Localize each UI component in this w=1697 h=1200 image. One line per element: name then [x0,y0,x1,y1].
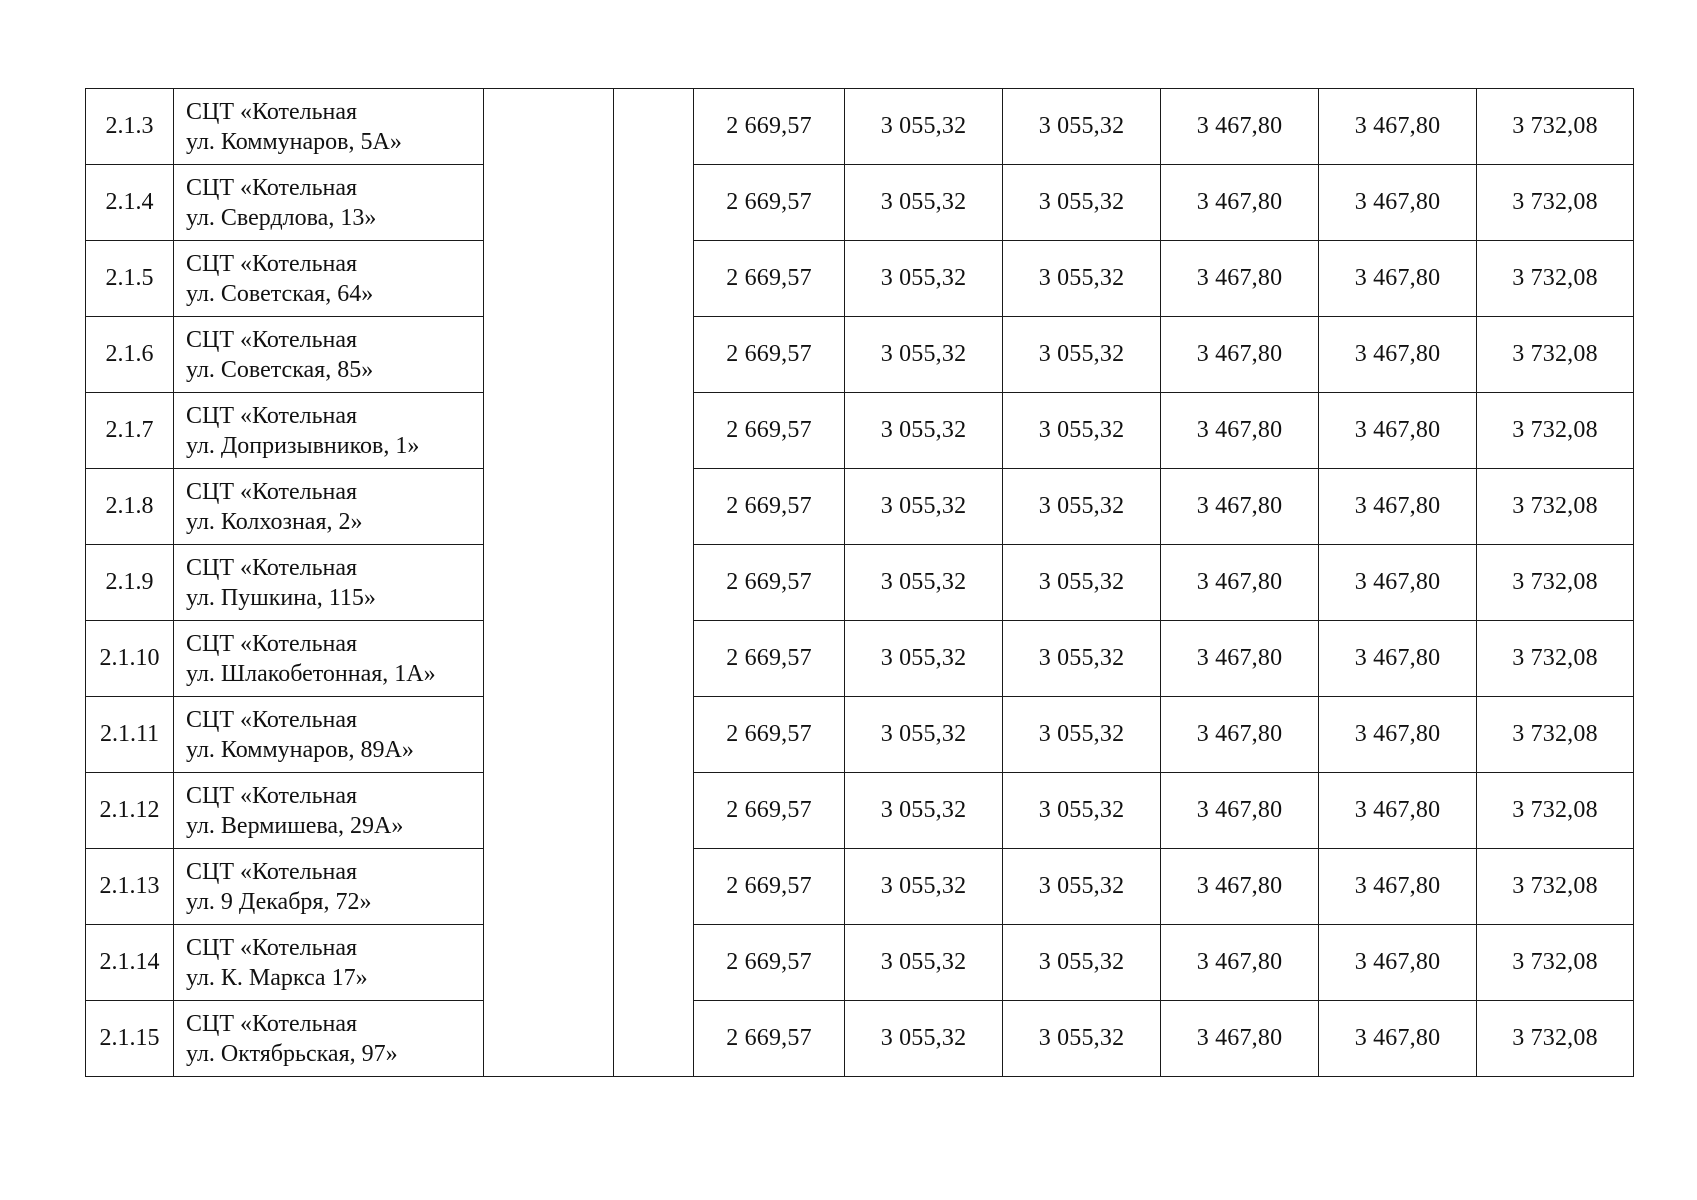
tariff-value: 3 467,80 [1319,545,1477,621]
tariff-value: 2 669,57 [694,697,845,773]
table-row [86,393,1634,469]
row-number: 2.1.3 [86,89,174,165]
tariff-value: 3 055,32 [1003,241,1161,317]
tariff-value: 3 055,32 [845,1001,1003,1077]
facility-name-line2: ул. К. Маркса 17» [186,964,368,991]
row-number: 2.1.6 [86,317,174,393]
facility-name-line2: ул. Коммунаров, 89А» [186,736,414,763]
row-number: 2.1.14 [86,925,174,1001]
empty-cell [484,393,614,469]
facility-name-line2: ул. Коммунаров, 5А» [186,128,402,155]
tariff-value: 2 669,57 [694,849,845,925]
tariff-value: 3 467,80 [1161,849,1319,925]
empty-cell [614,621,694,697]
tariff-value: 3 055,32 [845,165,1003,241]
table-row [86,925,1634,1001]
facility-name-line1: СЦТ «Котельная [186,174,358,201]
empty-cell [484,849,614,925]
empty-cell [614,469,694,545]
tariff-value: 3 055,32 [1003,165,1161,241]
tariff-value: 2 669,57 [694,925,845,1001]
empty-cell [484,469,614,545]
row-number: 2.1.5 [86,241,174,317]
tariff-value: 3 467,80 [1161,393,1319,469]
tariff-value: 2 669,57 [694,241,845,317]
tariff-value: 3 732,08 [1477,621,1634,697]
table-row [86,697,1634,773]
tariff-value: 3 055,32 [1003,1001,1161,1077]
tariff-value: 3 467,80 [1161,469,1319,545]
tariff-value: 3 467,80 [1161,241,1319,317]
tariff-value: 3 055,32 [845,241,1003,317]
facility-name [174,89,484,165]
table-row [86,773,1634,849]
facility-name-line2: ул. Допризывников, 1» [186,432,420,459]
tariff-value: 3 732,08 [1477,1001,1634,1077]
tariff-value: 2 669,57 [694,773,845,849]
tariff-value: 3 732,08 [1477,241,1634,317]
facility-name-line1: СЦТ «Котельная [186,98,358,125]
tariff-value: 2 669,57 [694,1001,845,1077]
facility-name-line2: ул. Пушкина, 115» [186,584,376,611]
tariff-value: 3 467,80 [1161,165,1319,241]
facility-name-line1: СЦТ «Котельная [186,402,358,429]
facility-name-line1: СЦТ «Котельная [186,478,358,505]
facility-name-line2: ул. Вермишева, 29А» [186,812,404,839]
tariff-value: 3 055,32 [1003,849,1161,925]
row-number: 2.1.7 [86,393,174,469]
empty-cell [484,89,614,165]
facility-name [174,317,484,393]
facility-name-line2: ул. Шлакобетонная, 1А» [186,660,436,687]
empty-cell [614,89,694,165]
tariff-value: 3 055,32 [845,89,1003,165]
facility-name-line1: СЦТ «Котельная [186,858,358,885]
tariff-value: 3 467,80 [1161,925,1319,1001]
tariff-value: 3 732,08 [1477,925,1634,1001]
empty-cell [614,849,694,925]
empty-cell [484,165,614,241]
facility-name [174,1001,484,1077]
tariff-value: 3 055,32 [845,545,1003,621]
empty-cell [614,1001,694,1077]
table-row [86,241,1634,317]
facility-name-line2: ул. Советская, 64» [186,280,374,307]
facility-name-line2: ул. Колхозная, 2» [186,508,363,535]
facility-name-line1: СЦТ «Котельная [186,250,358,277]
tariff-value: 3 467,80 [1161,697,1319,773]
empty-cell [614,925,694,1001]
tariff-value: 3 467,80 [1161,621,1319,697]
empty-cell [484,317,614,393]
facility-name-line1: СЦТ «Котельная [186,782,358,809]
table-row [86,469,1634,545]
tariff-value: 3 467,80 [1161,545,1319,621]
table-body [86,89,1634,1077]
facility-name-line1: СЦТ «Котельная [186,706,358,733]
row-number: 2.1.8 [86,469,174,545]
table-row [86,89,1634,165]
empty-cell [614,697,694,773]
tariff-value: 3 467,80 [1319,697,1477,773]
tariff-value: 3 055,32 [845,773,1003,849]
tariff-value: 3 467,80 [1319,393,1477,469]
row-number: 2.1.9 [86,545,174,621]
tariff-value: 3 055,32 [1003,469,1161,545]
tariff-value: 3 732,08 [1477,469,1634,545]
tariff-value: 3 732,08 [1477,393,1634,469]
tariff-value: 3 732,08 [1477,697,1634,773]
row-number: 2.1.12 [86,773,174,849]
tariff-value: 3 467,80 [1161,317,1319,393]
facility-name [174,241,484,317]
tariff-value: 3 467,80 [1161,89,1319,165]
tariff-value: 3 055,32 [845,469,1003,545]
tariff-table [85,88,1634,1077]
tariff-value: 3 732,08 [1477,165,1634,241]
tariff-value: 2 669,57 [694,165,845,241]
tariff-value: 3 055,32 [1003,925,1161,1001]
row-number: 2.1.11 [86,697,174,773]
facility-name-line2: ул. 9 Декабря, 72» [186,888,372,915]
tariff-value: 3 055,32 [845,697,1003,773]
tariff-value: 3 055,32 [845,621,1003,697]
empty-cell [484,621,614,697]
facility-name-line2: ул. Советская, 85» [186,356,374,383]
empty-cell [614,241,694,317]
facility-name [174,697,484,773]
tariff-value: 3 467,80 [1319,849,1477,925]
tariff-value: 3 055,32 [1003,317,1161,393]
facility-name-line1: СЦТ «Котельная [186,934,358,961]
empty-cell [484,545,614,621]
empty-cell [614,773,694,849]
facility-name-line2: ул. Свердлова, 13» [186,204,377,231]
tariff-value: 3 467,80 [1319,89,1477,165]
tariff-value: 3 467,80 [1319,317,1477,393]
facility-name [174,773,484,849]
tariff-value: 2 669,57 [694,621,845,697]
facility-name [174,393,484,469]
tariff-value: 3 732,08 [1477,89,1634,165]
tariff-value: 3 055,32 [1003,89,1161,165]
tariff-value: 3 467,80 [1161,1001,1319,1077]
facility-name [174,925,484,1001]
tariff-value: 3 467,80 [1319,165,1477,241]
tariff-value: 3 732,08 [1477,317,1634,393]
facility-name [174,469,484,545]
facility-name-line1: СЦТ «Котельная [186,1010,358,1037]
facility-name-line1: СЦТ «Котельная [186,630,358,657]
row-number: 2.1.13 [86,849,174,925]
table-row [86,545,1634,621]
row-number: 2.1.4 [86,165,174,241]
tariff-value: 3 467,80 [1319,469,1477,545]
tariff-value: 2 669,57 [694,393,845,469]
table-row [86,317,1634,393]
empty-cell [484,773,614,849]
empty-cell [484,241,614,317]
tariff-value: 3 055,32 [845,849,1003,925]
facility-name-line1: СЦТ «Котельная [186,554,358,581]
tariff-value: 3 467,80 [1319,925,1477,1001]
table-row [86,1001,1634,1077]
empty-cell [614,545,694,621]
facility-name-line2: ул. Октябрьская, 97» [186,1040,398,1067]
tariff-value: 3 467,80 [1319,621,1477,697]
table-row [86,165,1634,241]
table-row [86,621,1634,697]
tariff-value: 3 732,08 [1477,773,1634,849]
facility-name [174,545,484,621]
tariff-value: 3 055,32 [1003,393,1161,469]
tariff-value: 2 669,57 [694,317,845,393]
tariff-value: 3 055,32 [845,925,1003,1001]
tariff-value: 3 732,08 [1477,545,1634,621]
empty-cell [484,697,614,773]
tariff-value: 3 055,32 [1003,621,1161,697]
facility-name [174,849,484,925]
tariff-value: 3 055,32 [845,317,1003,393]
empty-cell [614,165,694,241]
tariff-value: 3 467,80 [1319,241,1477,317]
tariff-value: 2 669,57 [694,469,845,545]
facility-name-line1: СЦТ «Котельная [186,326,358,353]
tariff-value: 3 467,80 [1161,773,1319,849]
tariff-value: 3 467,80 [1319,1001,1477,1077]
facility-name [174,621,484,697]
tariff-value: 2 669,57 [694,545,845,621]
empty-cell [484,1001,614,1077]
tariff-value: 3 055,32 [1003,545,1161,621]
tariff-value: 3 467,80 [1319,773,1477,849]
empty-cell [614,393,694,469]
tariff-value: 3 732,08 [1477,849,1634,925]
tariff-value: 3 055,32 [845,393,1003,469]
row-number: 2.1.10 [86,621,174,697]
facility-name [174,165,484,241]
empty-cell [484,925,614,1001]
table-row [86,849,1634,925]
row-number: 2.1.15 [86,1001,174,1077]
tariff-value: 3 055,32 [1003,773,1161,849]
empty-cell [614,317,694,393]
tariff-value: 2 669,57 [694,89,845,165]
tariff-value: 3 055,32 [1003,697,1161,773]
